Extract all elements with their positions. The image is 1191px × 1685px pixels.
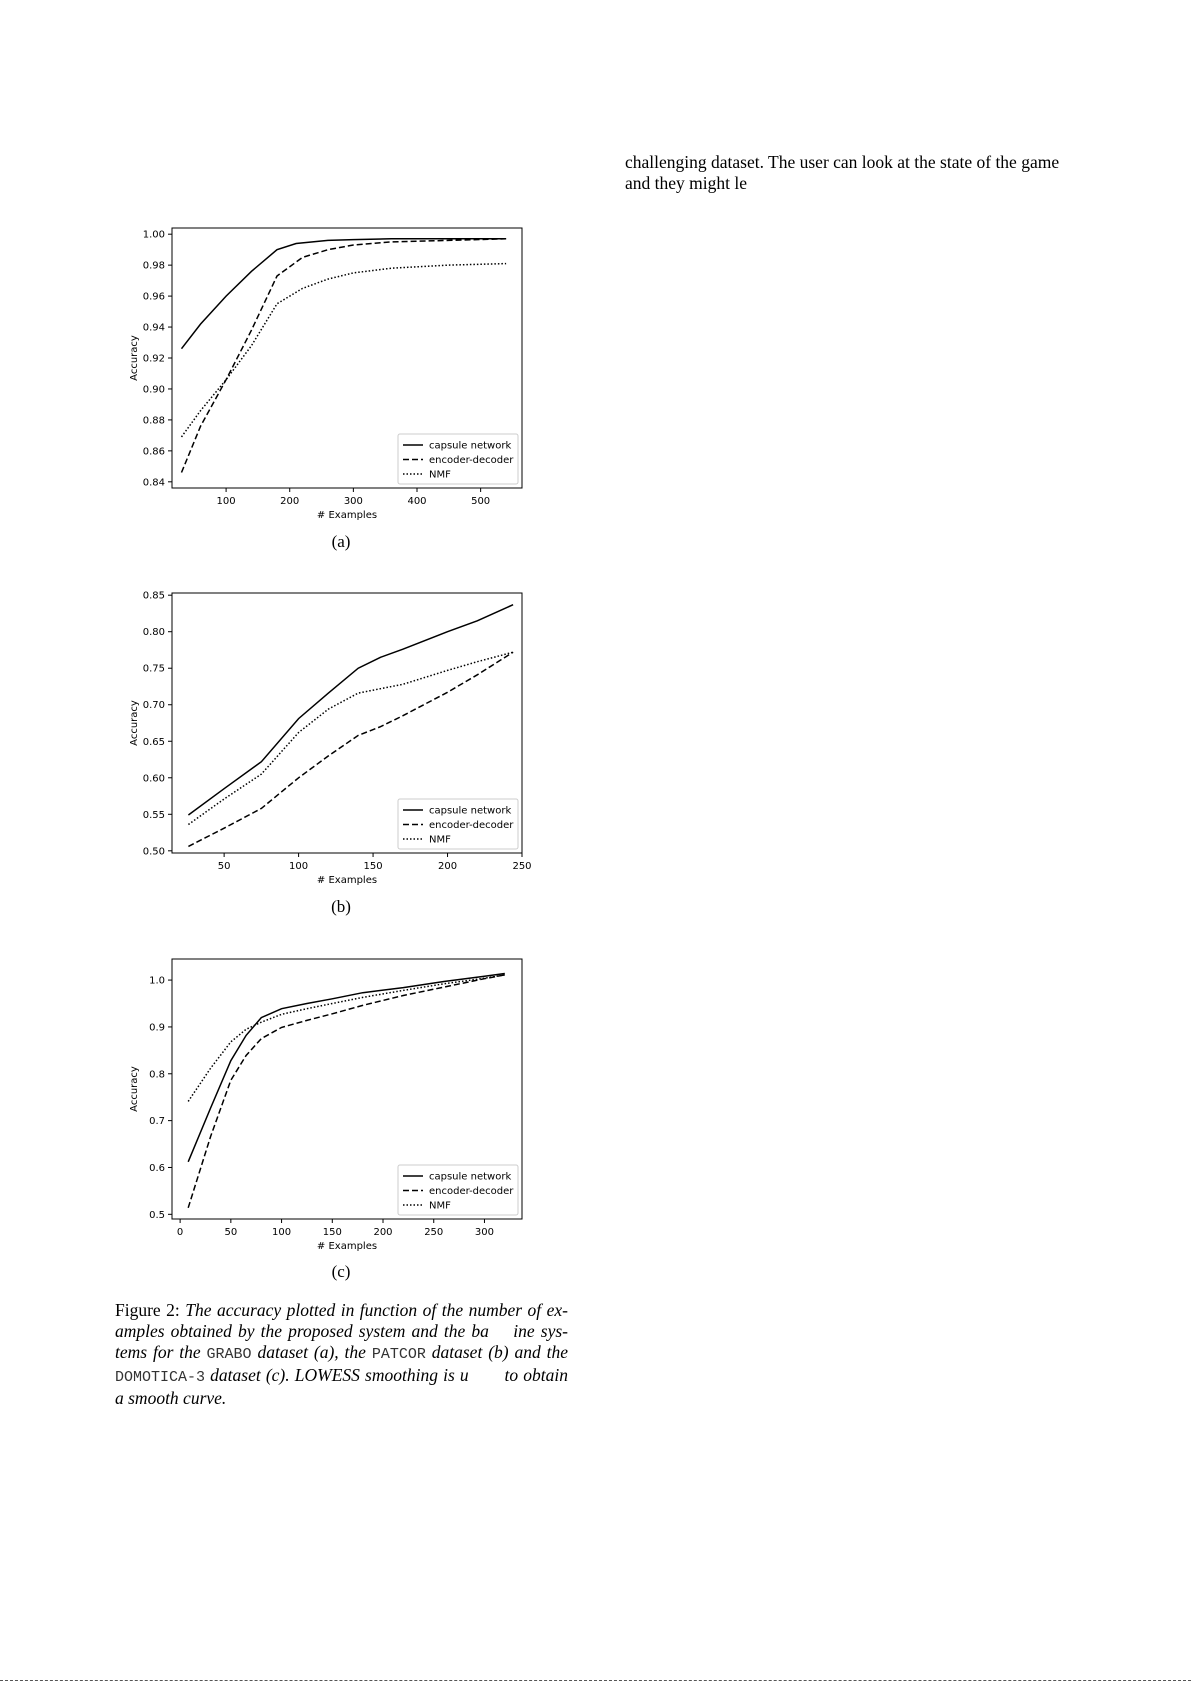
legend-label: encoder-decoder xyxy=(429,1186,514,1197)
y-tick-label: 0.65 xyxy=(142,736,165,748)
y-tick-label: 0.80 xyxy=(142,627,165,639)
legend xyxy=(398,1165,518,1215)
x-tick-label: 100 xyxy=(272,1227,292,1238)
x-tick-label: 300 xyxy=(474,1227,495,1238)
x-tick-label: 200 xyxy=(373,1227,393,1238)
y-tick-label: 0.84 xyxy=(142,477,165,489)
y-tick-label: 0.90 xyxy=(142,384,165,396)
y-tick-label: 0.88 xyxy=(142,415,165,427)
page-bottom-rule xyxy=(0,1680,1191,1681)
y-tick-label: 0.7 xyxy=(149,1116,165,1128)
caption-dataset-a: GRABO xyxy=(206,1346,252,1363)
x-tick-label: 400 xyxy=(407,496,427,507)
right-column-text xyxy=(625,152,1080,193)
y-axis-label: Accuracy xyxy=(129,1066,140,1112)
y-axis-label: Accuracy xyxy=(129,335,140,381)
series-line-nmf xyxy=(188,975,505,1102)
series-line-capsule-network xyxy=(182,239,507,349)
x-tick-label: 0 xyxy=(176,1227,184,1238)
caption-text-3: dataset (a), the xyxy=(257,1342,366,1362)
y-tick-label: 0.8 xyxy=(149,1069,165,1081)
chart-a xyxy=(115,222,535,522)
caption-label: Figure 2: xyxy=(115,1300,180,1320)
figure-b xyxy=(115,587,535,887)
y-tick-label: 0.96 xyxy=(142,291,165,303)
y-tick-label: 0.92 xyxy=(142,353,165,365)
y-tick-label: 1.0 xyxy=(149,975,165,987)
y-tick-label: 0.98 xyxy=(142,260,165,272)
x-tick-label: 50 xyxy=(224,1227,238,1238)
legend-label: NMF xyxy=(429,834,451,846)
y-tick-label: 1.00 xyxy=(142,229,165,241)
y-tick-label: 0.75 xyxy=(142,663,165,675)
legend xyxy=(398,799,518,849)
subfigure-label-a: (a) xyxy=(331,532,351,551)
figure-caption xyxy=(115,1300,568,1409)
caption-text-5: dataset (c). LOWESS smoothing is u xyxy=(210,1365,469,1385)
y-tick-label: 0.85 xyxy=(142,590,165,602)
x-axis-label: # Examples xyxy=(316,510,378,521)
legend-label: capsule network xyxy=(429,805,512,817)
figure-a xyxy=(115,222,535,522)
y-axis-label: Accuracy xyxy=(129,700,140,746)
x-tick-label: 200 xyxy=(437,861,458,872)
caption-text-1: The accuracy plotted in function of the number of ex-amples obtained by the proposed system and the ba xyxy=(115,1300,568,1341)
y-tick-label: 0.9 xyxy=(149,1022,165,1034)
x-tick-label: 200 xyxy=(280,496,300,507)
y-tick-label: 0.5 xyxy=(149,1209,165,1221)
y-tick-label: 0.6 xyxy=(149,1162,165,1174)
legend xyxy=(398,434,518,484)
y-tick-label: 0.50 xyxy=(142,846,165,858)
caption-dataset-c: DOMOTICA-3 xyxy=(115,1369,206,1386)
x-axis-label: # Examples xyxy=(316,1241,378,1252)
caption-dataset-b: PATCOR xyxy=(371,1346,426,1363)
legend-label: NMF xyxy=(429,469,451,481)
series-line-nmf xyxy=(182,264,507,437)
caption-text-4: dataset (b) and the xyxy=(431,1342,568,1362)
legend-label: encoder-decoder xyxy=(429,455,514,466)
caption-text-6: to obtain a smooth curve. xyxy=(115,1365,569,1408)
legend-label: encoder-decoder xyxy=(429,820,514,831)
x-tick-label: 250 xyxy=(424,1227,444,1238)
y-tick-label: 0.86 xyxy=(142,446,165,458)
right-column-line-2: and they might le xyxy=(625,172,747,193)
y-tick-label: 0.60 xyxy=(142,773,165,785)
series-line-capsule-network xyxy=(188,605,513,815)
figure-c xyxy=(115,953,535,1253)
y-tick-label: 0.70 xyxy=(142,700,165,712)
x-tick-label: 50 xyxy=(217,861,231,872)
caption-text-2: ine sys-tems for the xyxy=(115,1321,568,1362)
chart-c xyxy=(115,953,535,1253)
legend-label: capsule network xyxy=(429,1171,512,1183)
x-tick-label: 150 xyxy=(363,861,383,872)
x-tick-label: 100 xyxy=(216,496,236,507)
x-tick-label: 150 xyxy=(322,1227,342,1238)
legend-label: NMF xyxy=(429,1200,451,1212)
x-tick-label: 100 xyxy=(289,861,309,872)
legend-label: capsule network xyxy=(429,440,512,452)
series-line-capsule-network xyxy=(188,974,505,1162)
subfigure-label-c: (c) xyxy=(331,1262,351,1281)
y-tick-label: 0.94 xyxy=(142,322,165,334)
chart-b xyxy=(115,587,535,887)
y-tick-label: 0.55 xyxy=(142,809,165,821)
right-column-line-1: challenging dataset. The user can look at the state of the game xyxy=(625,152,1060,172)
x-axis-label: # Examples xyxy=(316,875,378,886)
subfigure-label-b: (b) xyxy=(331,897,351,916)
x-tick-label: 300 xyxy=(343,496,363,507)
x-tick-label: 500 xyxy=(471,496,491,507)
x-tick-label: 250 xyxy=(512,861,532,872)
